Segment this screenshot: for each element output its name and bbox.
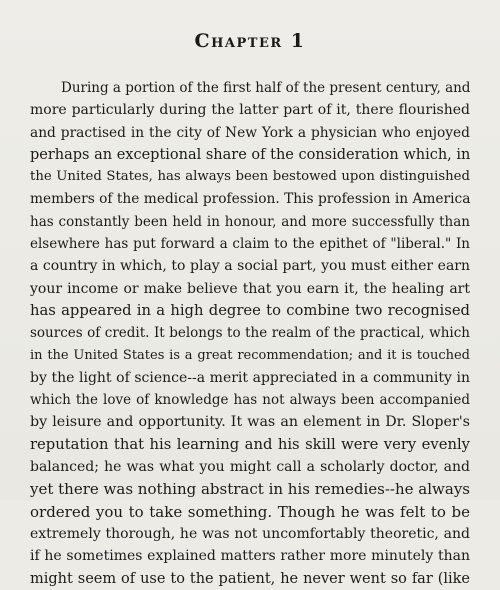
text-line: and practised in the city of New York a physician who enjoyed	[30, 124, 470, 141]
text-line: the United States, has always been bestowed upon distinguished	[30, 169, 470, 185]
chapter-body-text	[30, 77, 470, 590]
text-line: by the light of science--a merit appreciated in a community in	[30, 369, 470, 386]
text-line: your income or make believe that you earn it, the healing art	[30, 280, 470, 297]
text-line: has constantly been held in honour, and more successfully than	[30, 213, 470, 230]
text-line: ordered you to take something. Though he was felt to be	[30, 502, 470, 521]
text-line: balanced; he was what you might call a scholarly doctor, and	[30, 459, 470, 476]
text-line: yet there was nothing abstract in his remedies--he always	[30, 480, 470, 499]
text-line: members of the medical profession. This profession in America	[30, 191, 471, 208]
text-line: reputation that his learning and his skill were very evenly	[30, 435, 470, 453]
text-line: elsewhere has put forward a claim to the epithet of "liberal." In	[30, 236, 470, 253]
text-line: perhaps an exceptional share of the consideration which, in	[30, 146, 471, 163]
text-line: sources of credit. It belongs to the realm of the practical, which	[30, 325, 470, 342]
text-line: During a portion of the first half of the present century, and	[61, 80, 471, 96]
text-line: has appeared in a high degree to combine two recognised	[30, 301, 470, 319]
text-line: extremely thorough, he was not uncomfortably theoretic, and	[30, 525, 470, 542]
text-line: if he sometimes explained matters rather more minutely than	[30, 548, 470, 565]
text-line: more particularly during the latter part of it, there flourished	[30, 102, 470, 119]
text-line: might seem of use to the patient, he never went so far (like	[30, 570, 470, 587]
text-line: which the love of knowledge has not always been accompanied	[30, 392, 470, 409]
text-line: a country in which, to play a social part, you must either earn	[30, 258, 470, 275]
text-line: by leisure and opportunity. It was an element in Dr. Sloper's	[30, 414, 470, 431]
text-line: in the United States is a great recommendation; and it is touched	[30, 347, 470, 363]
chapter-heading: Chapter 1	[194, 30, 306, 52]
